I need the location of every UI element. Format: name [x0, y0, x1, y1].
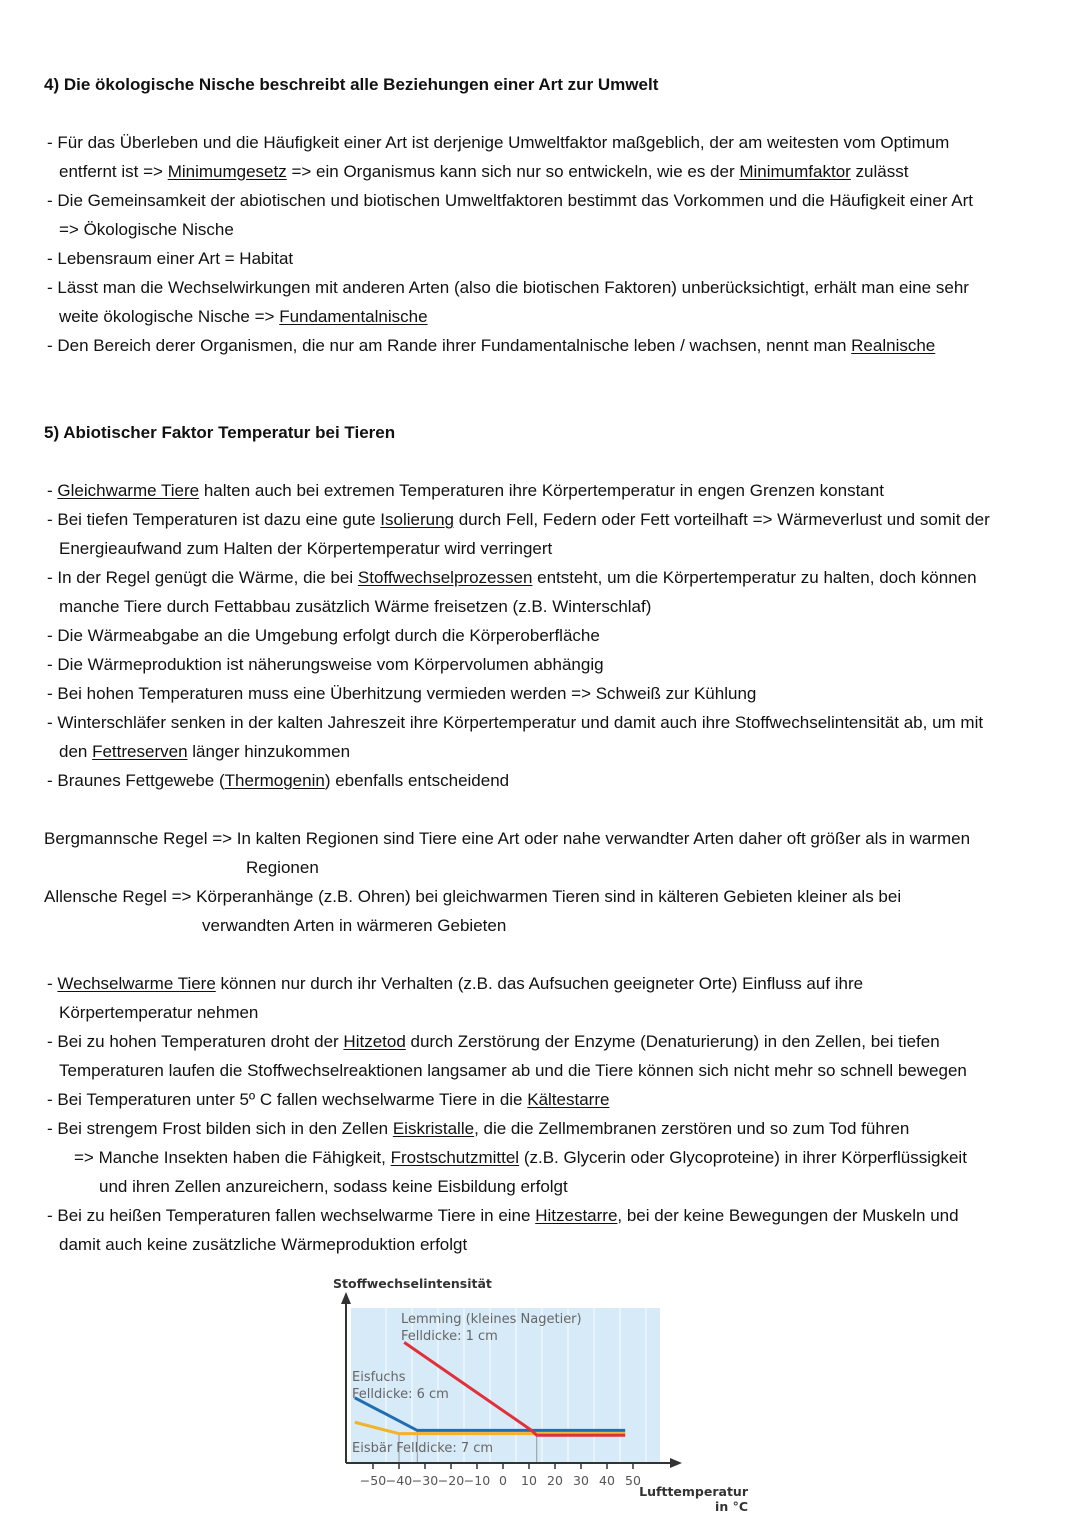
text-segment: -	[47, 481, 58, 500]
text-segment: - Bei hohen Temperaturen muss eine Überhitzung vermieden werden => Schweiß zur Kühlung	[47, 684, 757, 703]
text-segment: => Manche Insekten haben die Fähigkeit,	[74, 1148, 391, 1167]
text-line	[0, 679, 1060, 708]
x-axis-label-1: Lufttemperatur	[639, 1484, 748, 1499]
x-tick-label: −50	[359, 1473, 387, 1488]
text-segment: Allensche Regel => Körperanhänge (z.B. Ohren) bei gleichwarmen Tieren sind in kälteren Gebieten kleiner als bei	[44, 887, 902, 906]
text-segment: damit auch keine zusätzliche Wärmeproduktion erfolgt	[59, 1235, 468, 1254]
text-line	[0, 969, 1060, 998]
text-segment: => Ökologische Nische	[59, 220, 234, 239]
text-segment: ) ebenfalls entscheidend	[324, 771, 510, 790]
text-segment: manche Tiere durch Fettabbau zusätzlich Wärme freisetzen (z.B. Winterschlaf)	[59, 597, 652, 616]
text-line	[0, 708, 1060, 737]
underlined-term: Minimumfaktor	[739, 162, 851, 181]
y-axis-label: Stoffwechselintensität	[333, 1276, 492, 1291]
underlined-term: Hitzestarre	[535, 1206, 618, 1225]
text-segment: entfernt ist =>	[59, 162, 168, 181]
text-line	[0, 273, 1060, 302]
text-segment: Bergmannsche Regel => In kalten Regionen sind Tiere eine Art oder nahe verwandter Arten daher oft größer als in warmen	[44, 829, 971, 848]
x-tick-label: −30	[411, 1473, 439, 1488]
cold-blooded-block	[0, 969, 1060, 1259]
text-line	[0, 911, 1060, 940]
text-segment: , bei der keine Bewegungen der Muskeln und	[617, 1206, 959, 1225]
text-segment: und ihren Zellen anzureichern, sodass keine Eisbildung erfolgt	[99, 1177, 568, 1196]
section-4-heading: 4) Die ökologische Nische beschreibt alle Beziehungen einer Art zur Umwelt	[44, 75, 659, 94]
text-segment: Regionen	[246, 858, 319, 877]
text-segment: (z.B. Glycerin oder Glycoproteine) in ihrer Körperflüssigkeit	[519, 1148, 967, 1167]
underlined-term: Stoffwechselprozessen	[357, 568, 533, 587]
text-segment: - In der Regel genügt die Wärme, die bei	[47, 568, 358, 587]
y-axis-arrow-icon	[341, 1292, 351, 1304]
text-line	[0, 824, 1060, 853]
text-segment: können nur durch ihr Verhalten (z.B. das Aufsuchen geeigneter Orte) Einfluss auf ihre	[215, 974, 864, 993]
rules-block	[0, 824, 1060, 940]
text-line	[0, 621, 1060, 650]
text-segment: durch Fell, Federn oder Fett vorteilhaft => Wärmeverlust und somit der	[454, 510, 990, 529]
section-4-body	[0, 128, 1060, 360]
text-line	[0, 563, 1060, 592]
text-line	[0, 1230, 1060, 1259]
underlined-term: Wechselwarme Tiere	[57, 974, 216, 993]
text-segment: verwandten Arten in wärmeren Gebieten	[202, 916, 507, 935]
x-axis-arrow-icon	[670, 1458, 682, 1468]
underlined-term: Realnische	[851, 336, 936, 355]
section-5-heading: 5) Abiotischer Faktor Temperatur bei Tieren	[44, 423, 396, 442]
text-line	[0, 853, 1060, 882]
text-segment: - Bei strengem Frost bilden sich in den Zellen	[47, 1119, 393, 1138]
x-axis-label-2: in °C	[715, 1499, 748, 1514]
text-segment: - Lässt man die Wechselwirkungen mit anderen Arten (also die biotischen Faktoren) unberücksichtigt, erhält man eine sehr	[47, 278, 969, 297]
x-tick-label: −40	[385, 1473, 413, 1488]
text-line	[0, 157, 1060, 186]
text-segment: Temperaturen laufen die Stoffwechselreaktionen langsamer ab und die Tiere können sich nicht mehr so schnell bewegen	[59, 1061, 967, 1080]
text-segment: - Die Wärmeproduktion ist näherungsweise vom Körpervolumen abhängig	[47, 655, 604, 674]
text-segment: - Den Bereich derer Organismen, die nur am Rande ihrer Fundamentalnische leben / wachsen, nennt man	[47, 336, 852, 355]
x-tick-label: 40	[599, 1473, 615, 1488]
x-tick-label: 50	[625, 1473, 641, 1488]
text-line	[0, 737, 1060, 766]
text-segment: , die die Zellmembranen zerstören und so zum Tod führen	[474, 1119, 910, 1138]
text-segment: Energieaufwand zum Halten der Körpertemperatur wird verringert	[59, 539, 553, 558]
text-segment: - Bei Temperaturen unter 5º C fallen wechselwarme Tiere in die	[47, 1090, 528, 1109]
text-segment: - Bei zu heißen Temperaturen fallen wechselwarme Tiere in eine	[47, 1206, 536, 1225]
text-line	[0, 1143, 1060, 1172]
text-line	[0, 505, 1060, 534]
section-5-body	[0, 476, 1060, 795]
text-segment: länger hinzukommen	[187, 742, 351, 761]
underlined-term: Eiskristalle	[392, 1119, 475, 1138]
x-ticks	[360, 1463, 641, 1488]
lemming-fur-label: Felldicke: 1 cm	[401, 1329, 498, 1344]
text-segment: weite ökologische Nische =>	[59, 307, 280, 326]
text-line	[0, 1085, 1060, 1114]
text-line	[0, 534, 1060, 563]
text-segment: halten auch bei extremen Temperaturen ihre Körpertemperatur in engen Grenzen konstant	[199, 481, 884, 500]
x-tick-label: 30	[573, 1473, 589, 1488]
text-segment: - Für das Überleben und die Häufigkeit einer Art ist derjenige Umweltfaktor maßgeblich, der am weitesten vom Optimum	[47, 133, 950, 152]
underlined-term: Minimumgesetz	[167, 162, 287, 181]
arctic-fox-fur-label: Felldicke: 6 cm	[352, 1387, 449, 1402]
x-tick-label: −20	[437, 1473, 465, 1488]
text-segment: -	[47, 974, 58, 993]
text-segment: - Braunes Fettgewebe (	[47, 771, 225, 790]
text-line	[0, 302, 1060, 331]
text-segment: entsteht, um die Körpertemperatur zu halten, doch können	[532, 568, 977, 587]
plot-background	[351, 1308, 660, 1462]
underlined-term: Isolierung	[380, 510, 454, 529]
text-segment: - Bei zu hohen Temperaturen droht der	[47, 1032, 344, 1051]
text-line	[0, 882, 1060, 911]
text-line	[0, 998, 1060, 1027]
x-tick-label: −10	[463, 1473, 491, 1488]
text-segment: den	[59, 742, 93, 761]
text-line	[0, 331, 1060, 360]
text-line	[0, 186, 1060, 215]
text-segment: - Bei tiefen Temperaturen ist dazu eine gute	[47, 510, 381, 529]
underlined-term: Fundamentalnische	[279, 307, 428, 326]
text-segment: - Die Wärmeabgabe an die Umgebung erfolgt durch die Körperoberfläche	[47, 626, 600, 645]
text-line	[0, 1056, 1060, 1085]
text-line	[0, 766, 1060, 795]
text-line	[0, 215, 1060, 244]
text-segment: Körpertemperatur nehmen	[59, 1003, 259, 1022]
polar-bear-label: Eisbär Felldicke: 7 cm	[352, 1441, 494, 1456]
text-line	[0, 476, 1060, 505]
text-line	[0, 244, 1060, 273]
metabolism-chart	[320, 1270, 760, 1520]
plot-area	[351, 1308, 660, 1462]
x-tick-label: 20	[547, 1473, 563, 1488]
arctic-fox-label: Eisfuchs	[352, 1370, 406, 1385]
text-segment: - Die Gemeinsamkeit der abiotischen und biotischen Umweltfaktoren bestimmt das Vorkommen und die Häufigkeit einer Art	[47, 191, 973, 210]
text-line	[0, 1114, 1060, 1143]
x-tick-label: 10	[521, 1473, 537, 1488]
underlined-term: Thermogenin	[224, 771, 325, 790]
text-line	[0, 1201, 1060, 1230]
underlined-term: Kältestarre	[527, 1090, 610, 1109]
text-line	[0, 1027, 1060, 1056]
text-segment: => ein Organismus kann sich nur so entwickeln, wie es der	[286, 162, 740, 181]
underlined-term: Gleichwarme Tiere	[57, 481, 200, 500]
text-line	[0, 128, 1060, 157]
underlined-term: Hitzetod	[343, 1032, 406, 1051]
text-line	[0, 650, 1060, 679]
underlined-term: Frostschutzmittel	[390, 1148, 520, 1167]
underlined-term: Fettreserven	[92, 742, 188, 761]
text-line	[0, 592, 1060, 621]
x-tick-label: 0	[499, 1473, 507, 1488]
lemming-label: Lemming (kleines Nagetier)	[401, 1312, 582, 1327]
text-segment: durch Zerstörung der Enzyme (Denaturierung) in den Zellen, bei tiefen	[405, 1032, 940, 1051]
text-segment: - Lebensraum einer Art = Habitat	[47, 249, 294, 268]
text-segment: - Winterschläfer senken in der kalten Jahreszeit ihre Körpertemperatur und damit auch ihre Stoffwechselintensität ab, um mit	[47, 713, 984, 732]
text-segment: zulässt	[850, 162, 909, 181]
text-line	[0, 1172, 1060, 1201]
